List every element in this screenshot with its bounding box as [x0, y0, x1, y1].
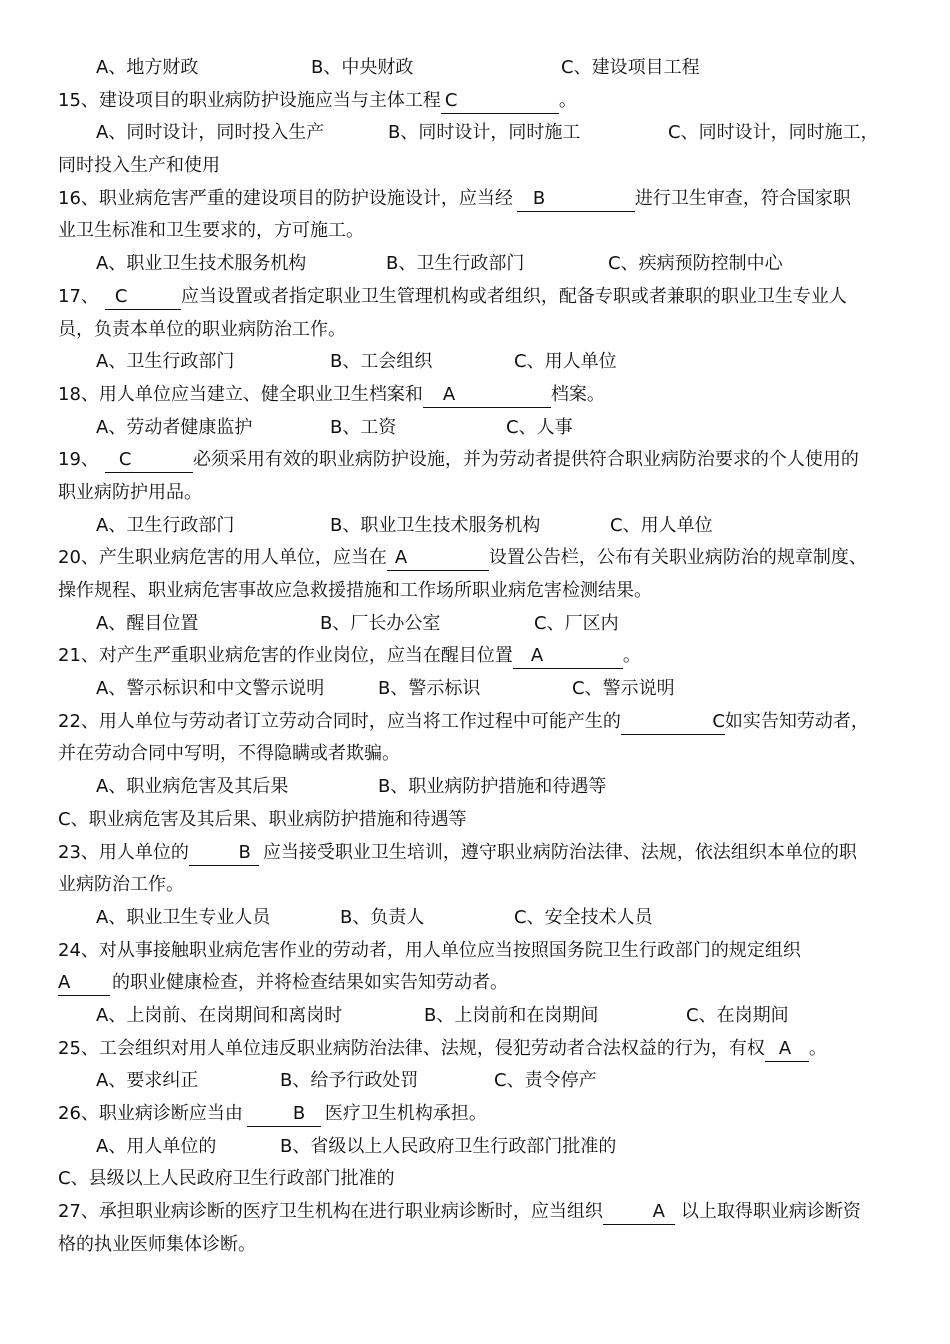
q18-answer: A	[442, 383, 456, 405]
q23-answer: B	[238, 841, 251, 863]
q16-stem-continued: 业卫生标准和卫生要求的，方可施工。	[58, 220, 364, 242]
q17-stem	[58, 281, 898, 314]
q15-stem	[58, 85, 898, 118]
q26-answer: B	[292, 1103, 306, 1124]
q22-answer-blank	[621, 710, 725, 735]
q16-option-c: C、疾病预防控制中心	[608, 253, 783, 275]
q21-answer-blank	[513, 644, 623, 669]
q18-text-end: 档案。	[550, 383, 605, 405]
q22-option-b: B、职业病防护措施和待遇等	[378, 776, 607, 798]
q23-text: 23、用人单位的	[58, 841, 189, 863]
q21-answer: A	[530, 645, 544, 667]
q16-answer-blank	[517, 187, 635, 212]
q15-text-end: 。	[558, 89, 577, 111]
q27-stem-continued: 格的执业医师集体诊断。	[58, 1233, 256, 1255]
q26-text: 26、职业病诊断应当由	[58, 1103, 243, 1124]
q16-text-end: 进行卫生审查，符合国家职	[634, 187, 851, 209]
q25-option-c: C、责令停产	[494, 1070, 597, 1092]
q18-text: 18、用人单位应当建立、健全职业卫生档案和	[58, 383, 423, 405]
q21-text: 21、对产生严重职业病危害的作业岗位，应当在醒目位置	[58, 645, 513, 667]
q22-option-c: C、职业病危害及其后果、职业病防护措施和待遇等	[58, 808, 467, 830]
q18-answer-blank	[423, 383, 551, 408]
q15-option-a: A、同时设计，同时投入生产	[96, 122, 325, 144]
q19-stem	[58, 444, 898, 477]
q22-text-end: 如实告知劳动者，	[724, 710, 869, 732]
q15-answer-blank	[441, 89, 559, 114]
q21-options	[58, 673, 898, 706]
q26-text-end: 医疗卫生机构承担。	[324, 1103, 487, 1124]
q16-stem	[58, 183, 898, 216]
q23-option-b: B、负责人	[340, 906, 425, 928]
q14-options	[58, 52, 898, 85]
q23-stem	[58, 837, 898, 870]
q22-options	[58, 771, 898, 804]
q22-text: 22、用人单位与劳动者订立劳动合同时，应当将工作过程中可能产生的	[58, 710, 621, 732]
q16-option-b: B、卫生行政部门	[386, 253, 525, 275]
q19-stem-continued: 职业病防护用品。	[58, 481, 202, 503]
q18-option-b: B、工资	[330, 416, 397, 438]
q16-answer: B	[532, 187, 546, 209]
q23-stem-continued: 业病防治工作。	[58, 874, 184, 896]
q26-stem	[58, 1098, 898, 1131]
q20-answer-blank	[387, 546, 489, 571]
q25-text: 25、工会组织对用人单位违反职业病防治法律、法规，侵犯劳动者合法权益的行为，有权	[58, 1037, 765, 1059]
q24-answer-blank	[58, 971, 110, 996]
q18-option-c: C、人事	[506, 416, 573, 438]
q18-stem	[58, 379, 898, 412]
q20-stem-continued: 操作规程、职业病危害事故应急救援措施和工作场所职业病危害检测结果。	[58, 580, 652, 601]
q23-option-c: C、安全技术人员	[514, 906, 653, 928]
q19-options	[58, 510, 898, 543]
q22-option-a: A、职业病危害及其后果	[96, 776, 289, 798]
q17-stem-continued: 员，负责本单位的职业病防治工作。	[58, 318, 346, 340]
q24-text-end: 的职业健康检查，并将检查结果如实告知劳动者。	[112, 972, 508, 994]
q20-text: 20、产生职业病危害的用人单位，应当在	[58, 547, 387, 569]
q20-option-b: B、厂长办公室	[320, 612, 441, 634]
q14-option-b: B、中央财政	[311, 57, 414, 78]
q27-stem	[58, 1196, 898, 1229]
q15-options	[58, 117, 898, 150]
q17-answer-blank	[105, 285, 181, 310]
q16-option-a: A、职业卫生技术服务机构	[96, 253, 307, 275]
q25-answer: A	[778, 1037, 792, 1059]
q15-option-b: B、同时设计，同时施工	[388, 122, 581, 144]
q21-stem	[58, 640, 898, 673]
q25-stem	[58, 1033, 898, 1066]
q17-option-a: A、卫生行政部门	[96, 351, 235, 373]
q19-answer: C	[118, 449, 132, 471]
q24-option-a: A、上岗前、在岗期间和离岗时	[96, 1004, 343, 1026]
q26-answer-blank	[247, 1102, 321, 1127]
q25-answer-blank	[765, 1037, 809, 1062]
q21-option-a: A、警示标识和中文警示说明	[96, 678, 325, 700]
q20-options	[58, 608, 898, 641]
q20-option-a: A、醒目位置	[96, 612, 199, 634]
q22-answer: C	[712, 710, 725, 732]
q15-text: 15、建设项目的职业病防护设施应当与主体工程	[58, 89, 441, 111]
q23-options	[58, 902, 898, 935]
q17-option-b: B、工会组织	[330, 351, 433, 373]
q23-text-end: 应当接受职业卫生培训，遵守职业病防治法律、法规，依法组织本单位的职	[262, 841, 857, 863]
q20-text-end: 设置公告栏，公布有关职业病防治的规章制度、	[488, 547, 867, 569]
q18-options	[58, 412, 898, 445]
q25-option-a: A、要求纠正	[96, 1070, 199, 1092]
q19-option-c: C、用人单位	[610, 514, 713, 536]
q24-answer: A	[58, 972, 71, 994]
q15-option-c: C、同时设计，同时施工，	[668, 122, 879, 144]
q25-option-b: B、给予行政处罚	[280, 1070, 419, 1092]
q27-text: 27、承担职业病诊断的医疗卫生机构在进行职业病诊断时，应当组织	[58, 1201, 603, 1223]
q23-option-a: A、职业卫生专业人员	[96, 906, 271, 928]
q14-option-a: A、地方财政	[96, 57, 199, 78]
q19-text: 19、	[58, 449, 99, 471]
q27-answer: A	[652, 1201, 665, 1223]
q21-text-end: 。	[622, 645, 641, 667]
q18-option-a: A、劳动者健康监护	[96, 416, 253, 438]
q24-option-b: B、上岗前和在岗期间	[424, 1004, 599, 1026]
q21-option-b: B、警示标识	[378, 678, 481, 700]
q19-option-b: B、职业卫生技术服务机构	[330, 514, 541, 536]
q20-answer: A	[394, 547, 408, 569]
q16-options	[58, 248, 898, 281]
q25-text-end: 。	[808, 1037, 827, 1059]
q17-text-end: 应当设置或者指定职业卫生管理机构或者组织，配备专职或者兼职的职业卫生专业人	[180, 285, 847, 307]
q24-option-c: C、在岗期间	[686, 1004, 789, 1026]
q22-stem	[58, 706, 898, 739]
q26-option-a: A、用人单位的	[96, 1135, 217, 1157]
q23-answer-blank	[189, 841, 259, 866]
q26-option-c: C、县级以上人民政府卫生行政部门批准的	[58, 1168, 395, 1190]
q27-text-end: 以上取得职业病诊断资	[680, 1201, 861, 1223]
q24-stem-continued	[58, 967, 898, 1000]
q27-answer-blank	[603, 1200, 675, 1225]
q19-option-a: A、卫生行政部门	[96, 514, 235, 536]
q14-option-c: C、建设项目工程	[561, 57, 700, 78]
q20-stem	[58, 542, 898, 575]
q21-option-c: C、警示说明	[572, 678, 675, 700]
q19-answer-blank	[105, 448, 193, 473]
q17-text: 17、	[58, 285, 99, 307]
q25-options	[58, 1065, 898, 1098]
q22-stem-continued: 并在劳动合同中写明，不得隐瞒或者欺骗。	[58, 743, 400, 765]
q15-answer: C	[444, 89, 458, 111]
q24-stem: 24、对从事接触职业病危害作业的劳动者，用人单位应当按照国务院卫生行政部门的规定组织	[58, 939, 801, 961]
q16-text: 16、职业病危害严重的建设项目的防护设施设计，应当经	[58, 187, 513, 209]
q17-options	[58, 346, 898, 379]
q20-option-c: C、厂区内	[534, 612, 619, 634]
q19-text-end: 必须采用有效的职业病防护设施，并为劳动者提供符合职业病防治要求的个人使用的	[192, 449, 859, 471]
q17-option-c: C、用人单位	[514, 351, 617, 373]
q24-options	[58, 1000, 898, 1033]
q26-options	[58, 1131, 898, 1164]
q15-option-c-continued: 同时投入生产和使用	[58, 155, 220, 177]
q17-answer: C	[114, 285, 128, 307]
q26-option-b: B、省级以上人民政府卫生行政部门批准的	[280, 1135, 617, 1157]
